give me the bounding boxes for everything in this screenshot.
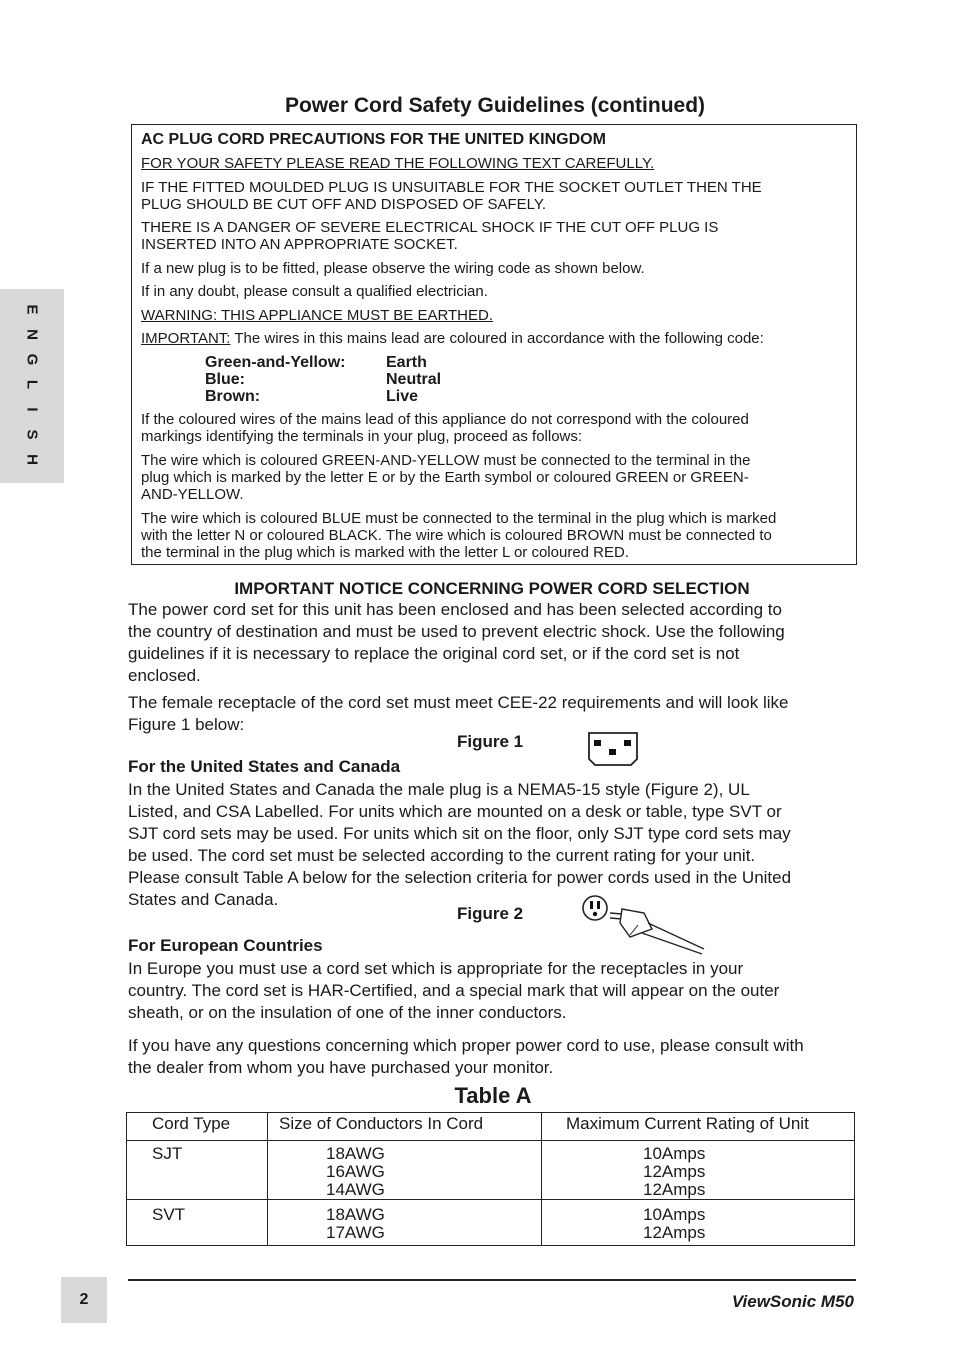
wire-colour-blue: Blue: (205, 371, 245, 388)
text-line: Listed, and CSA Labelled. For units which are mounted on a desk or table, type SVT or (128, 802, 782, 821)
important-text: The wires in this mains lead are coloured in accordance with the following code: (230, 330, 764, 347)
table-cell-cord-type: SJT (152, 1144, 183, 1163)
warning-earthed-text: WARNING: THIS APPLIANCE MUST BE EARTHED. (141, 307, 494, 324)
unsuitable-plug-line-2: PLUG SHOULD BE CUT OFF AND DISPOSED OF SAFELY. (141, 196, 547, 213)
table-cell-size: 14AWG (326, 1180, 385, 1199)
side-tab-letter: I (23, 407, 41, 412)
read-carefully-text: FOR YOUR SAFETY PLEASE READ THE FOLLOWING TEXT CAREFULLY. (141, 155, 655, 172)
notice-title: IMPORTANT NOTICE CONCERNING POWER CORD SELECTION (234, 579, 750, 598)
side-tab-letter: L (23, 379, 41, 390)
text-line: country. The cord set is HAR-Certified, and a special mark that will appear on the outer (128, 981, 780, 1000)
text-line: In Europe you must use a cord set which is appropriate for the receptacles in your (128, 959, 744, 978)
wire-colour-brown: Brown: (205, 388, 261, 405)
table-cell-size: 18AWG (326, 1205, 385, 1224)
page-number: 2 (79, 1291, 89, 1308)
page-title: Power Cord Safety Guidelines (continued) (284, 94, 706, 117)
table-divider (127, 1199, 854, 1200)
table-divider (127, 1140, 854, 1141)
green-yellow-line-2: plug which is marked by the letter E or by the Earth symbol or coloured GREEN or GREEN- (141, 469, 749, 486)
language-side-tab (0, 289, 64, 483)
side-tab-letter: N (23, 329, 41, 340)
table-cell-size: 17AWG (326, 1223, 385, 1242)
footer-brand: ViewSonic M50 (731, 1292, 854, 1311)
table-cell-size: 16AWG (326, 1162, 385, 1181)
blue-brown-line-3: the terminal in the plug which is marked with the letter L or coloured RED. (141, 544, 630, 561)
table-cell-size: 18AWG (326, 1144, 385, 1163)
wire-function-earth: Earth (386, 354, 427, 371)
wire-function-neutral: Neutral (386, 371, 442, 388)
cee22-receptacle-icon (585, 731, 641, 767)
text-line: The power cord set for this unit has been enclosed and has been selected according to (128, 600, 782, 619)
table-a (126, 1112, 855, 1246)
table-header-conductor-size: Size of Conductors In Cord (279, 1114, 484, 1133)
danger-line-1: THERE IS A DANGER OF SEVERE ELECTRICAL SHOCK IF THE CUT OFF PLUG IS (141, 219, 719, 236)
table-cell-cord-type: SVT (152, 1205, 186, 1224)
questions-paragraph (128, 1035, 858, 1079)
consult-electrician-text: If in any doubt, please consult a qualified electrician. (141, 283, 488, 300)
uk-precautions-box (131, 124, 857, 565)
side-tab-letter: S (23, 429, 41, 440)
us-canada-paragraph (128, 779, 858, 911)
table-cell-rating: 12Amps (643, 1180, 706, 1199)
wire-function-live: Live (386, 388, 419, 405)
european-heading: For European Countries (128, 936, 323, 955)
notice-paragraph-2 (128, 692, 858, 736)
danger-line-2: INSERTED INTO AN APPROPRIATE SOCKET. (141, 236, 458, 253)
text-line: sheath, or on the insulation of one of the inner conductors. (128, 1003, 567, 1022)
coloured-wires-line-1: If the coloured wires of the mains lead of this appliance do not correspond with the coloured (141, 411, 749, 428)
text-line: In the United States and Canada the male plug is a NEMA5-15 style (Figure 2), UL (128, 780, 750, 799)
side-tab-letter: G (23, 353, 41, 366)
green-yellow-line-1: The wire which is coloured GREEN-AND-YELLOW must be connected to the terminal in the (141, 452, 751, 469)
blue-brown-line-2: with the letter N or coloured BLACK. The wire which is coloured BROWN must be connected to (141, 527, 772, 544)
wire-colour-green-yellow: Green-and-Yellow: (205, 354, 346, 371)
table-cell-rating: 10Amps (643, 1144, 706, 1163)
table-cell-rating: 10Amps (643, 1205, 706, 1224)
text-line: Please consult Table A below for the selection criteria for power cords used in the United (128, 868, 792, 887)
uk-box-heading: AC PLUG CORD PRECAUTIONS FOR THE UNITED KINGDOM (141, 131, 606, 148)
table-divider (267, 1113, 268, 1245)
text-line: the country of destination and must be used to prevent electric shock. Use the following (128, 622, 785, 641)
text-line: the dealer from whom you have purchased your monitor. (128, 1058, 554, 1077)
figure-2-label: Figure 2 (457, 904, 524, 923)
figure-1-label: Figure 1 (457, 732, 524, 751)
unsuitable-plug-line-1: IF THE FITTED MOULDED PLUG IS UNSUITABLE FOR THE SOCKET OUTLET THEN THE (141, 179, 762, 196)
table-header-current-rating: Maximum Current Rating of Unit (566, 1114, 809, 1133)
text-line: enclosed. (128, 666, 201, 685)
table-header-cord-type: Cord Type (152, 1114, 231, 1133)
us-canada-heading: For the United States and Canada (128, 757, 401, 776)
important-label: IMPORTANT: (141, 330, 231, 347)
table-a-title: Table A (454, 1083, 532, 1108)
text-line: If you have any questions concerning which proper power cord to use, please consult with (128, 1036, 804, 1055)
footer-rule (128, 1279, 856, 1281)
text-line: The female receptacle of the cord set must meet CEE-22 requirements and will look like (128, 693, 789, 712)
text-line: States and Canada. (128, 890, 279, 909)
notice-paragraph-1 (128, 599, 858, 687)
text-line: guidelines if it is necessary to replace the original cord set, or if the cord set is not (128, 644, 740, 663)
green-yellow-line-3: AND-YELLOW. (141, 486, 244, 503)
table-cell-rating: 12Amps (643, 1223, 706, 1242)
side-tab-letter: E (23, 304, 41, 315)
text-line: Figure 1 below: (128, 715, 245, 734)
side-tab-letter: H (23, 454, 41, 465)
european-paragraph (128, 958, 858, 1024)
table-cell-rating: 12Amps (643, 1162, 706, 1181)
text-line: SJT cord sets may be used. For units which sit on the floor, only SJT type cord sets may (128, 824, 791, 843)
text-line: be used. The cord set must be selected according to the current rating for your unit. (128, 846, 756, 865)
new-plug-text: If a new plug is to be fitted, please observe the wiring code as shown below. (141, 260, 645, 277)
blue-brown-line-1: The wire which is coloured BLUE must be connected to the terminal in the plug which is marked (141, 510, 777, 527)
nema-plug-icon (578, 893, 708, 955)
table-divider (541, 1113, 542, 1245)
coloured-wires-line-2: markings identifying the terminals in your plug, proceed as follows: (141, 428, 583, 445)
